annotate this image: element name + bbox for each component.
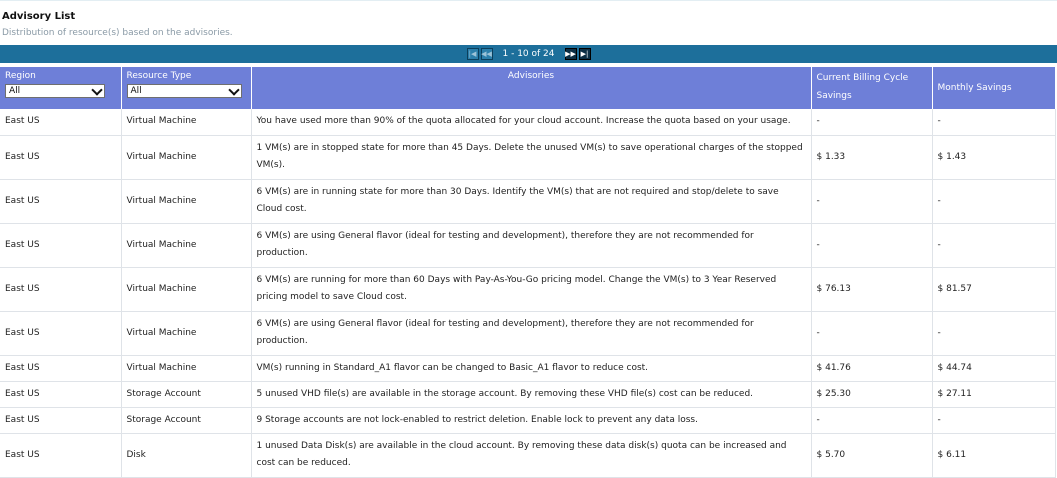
monthly-savings-cell: - <box>932 179 1055 223</box>
table-row <box>0 109 1055 135</box>
pagination-bar <box>0 45 1057 63</box>
region-cell: East US <box>0 433 121 477</box>
column-label: Monthly Savings <box>937 83 1012 93</box>
advisory-cell: VM(s) running in Standard_A1 flavor can be changed to Basic_A1 flavor to reduce cost. <box>251 355 811 381</box>
resource-type-cell: Virtual Machine <box>121 179 251 223</box>
resource-type-cell: Virtual Machine <box>121 267 251 311</box>
table-row <box>0 311 1055 355</box>
table-header-row <box>0 67 1055 109</box>
region-filter-value: All <box>9 86 21 96</box>
monthly-savings-cell: $ 81.57 <box>932 267 1055 311</box>
page-subtitle: Distribution of resource(s) based on the advisories. <box>2 28 233 38</box>
last-page-icon[interactable]: ▶| <box>579 48 591 60</box>
region-cell: East US <box>0 223 121 267</box>
resource-type-cell: Storage Account <box>121 381 251 407</box>
current-billing-savings-cell: $ 41.76 <box>811 355 932 381</box>
advisory-cell: 1 VM(s) are in stopped state for more than 45 Days. Delete the unused VM(s) to save operational charges of the stopped VM(s). <box>251 135 811 179</box>
current-billing-savings-cell: $ 76.13 <box>811 267 932 311</box>
monthly-savings-cell: - <box>932 311 1055 355</box>
monthly-savings-cell: $ 44.74 <box>932 355 1055 381</box>
current-billing-savings-cell: - <box>811 407 932 433</box>
region-cell: East US <box>0 407 121 433</box>
current-billing-savings-cell: $ 5.70 <box>811 433 932 477</box>
table-row <box>0 267 1055 311</box>
current-billing-savings-cell: - <box>811 223 932 267</box>
column-label: Advisories <box>507 71 555 81</box>
resource-type-filter-select[interactable] <box>127 84 242 98</box>
advisory-cell: 6 VM(s) are running for more than 60 Days with Pay-As-You-Go pricing model. Change the VM(s) to 3 Year Reserved pricing model to save Cloud cost. <box>251 267 811 311</box>
region-cell: East US <box>0 179 121 223</box>
column-region <box>0 67 121 109</box>
table-row <box>0 135 1055 179</box>
resource-type-cell: Virtual Machine <box>121 311 251 355</box>
page-title: Advisory List <box>2 11 76 22</box>
monthly-savings-cell: - <box>932 407 1055 433</box>
column-resource-type <box>121 67 251 109</box>
current-billing-savings-cell: $ 1.33 <box>811 135 932 179</box>
pagination-info: 1 - 10 of 24 <box>502 49 555 59</box>
chevron-down-icon <box>228 84 239 95</box>
advisory-cell: 9 Storage accounts are not lock-enabled to restrict deletion. Enable lock to prevent any data loss. <box>251 407 811 433</box>
advisory-table <box>0 67 1056 478</box>
region-cell: East US <box>0 109 121 135</box>
table-row <box>0 407 1055 433</box>
column-label: Current Billing Cycle Savings <box>816 73 909 101</box>
column-current-billing-savings <box>811 67 932 109</box>
table-row <box>0 433 1055 477</box>
region-cell: East US <box>0 135 121 179</box>
resource-type-cell: Disk <box>121 433 251 477</box>
advisory-cell: 1 unused Data Disk(s) are available in the cloud account. By removing these data disk(s) quota can be increased and cost can be reduced. <box>251 433 811 477</box>
column-monthly-savings <box>932 67 1055 109</box>
column-label: Region <box>5 71 36 81</box>
advisory-cell: 6 VM(s) are using General flavor (ideal for testing and development), therefore they are not recommended for production. <box>251 223 811 267</box>
monthly-savings-cell: $ 6.11 <box>932 433 1055 477</box>
resource-type-cell: Storage Account <box>121 407 251 433</box>
resource-type-cell: Virtual Machine <box>121 109 251 135</box>
advisory-cell: You have used more than 90% of the quota allocated for your cloud account. Increase the quota based on your usage. <box>251 109 811 135</box>
resource-type-filter-value: All <box>130 86 142 96</box>
resource-type-cell: Virtual Machine <box>121 223 251 267</box>
resource-type-cell: Virtual Machine <box>121 135 251 179</box>
column-label: Resource Type <box>126 71 192 81</box>
advisory-cell: 6 VM(s) are using General flavor (ideal for testing and development), therefore they are not recommended for production. <box>251 311 811 355</box>
monthly-savings-cell: - <box>932 109 1055 135</box>
chevron-down-icon <box>91 84 102 95</box>
advisory-list-header <box>0 0 1057 46</box>
table-row <box>0 355 1055 381</box>
table-row <box>0 179 1055 223</box>
monthly-savings-cell: $ 27.11 <box>932 381 1055 407</box>
current-billing-savings-cell: - <box>811 311 932 355</box>
current-billing-savings-cell: $ 25.30 <box>811 381 932 407</box>
region-cell: East US <box>0 311 121 355</box>
resource-type-cell: Virtual Machine <box>121 355 251 381</box>
table-row <box>0 223 1055 267</box>
current-billing-savings-cell: - <box>811 179 932 223</box>
column-advisories <box>251 67 811 109</box>
advisory-cell: 5 unused VHD file(s) are available in the storage account. By removing these VHD file(s) cost can be reduced. <box>251 381 811 407</box>
region-cell: East US <box>0 355 121 381</box>
region-cell: East US <box>0 267 121 311</box>
current-billing-savings-cell: - <box>811 109 932 135</box>
next-page-icon[interactable]: ▶▶ <box>565 50 576 58</box>
table-row <box>0 381 1055 407</box>
advisory-cell: 6 VM(s) are in running state for more than 30 Days. Identify the VM(s) that are not required and stop/delete to save Cloud cost. <box>251 179 811 223</box>
monthly-savings-cell: $ 1.43 <box>932 135 1055 179</box>
prev-page-icon[interactable]: ◀◀ <box>481 50 492 58</box>
region-cell: East US <box>0 381 121 407</box>
region-filter-select[interactable] <box>5 84 105 98</box>
first-page-icon[interactable]: |◀ <box>467 48 479 60</box>
monthly-savings-cell: - <box>932 223 1055 267</box>
